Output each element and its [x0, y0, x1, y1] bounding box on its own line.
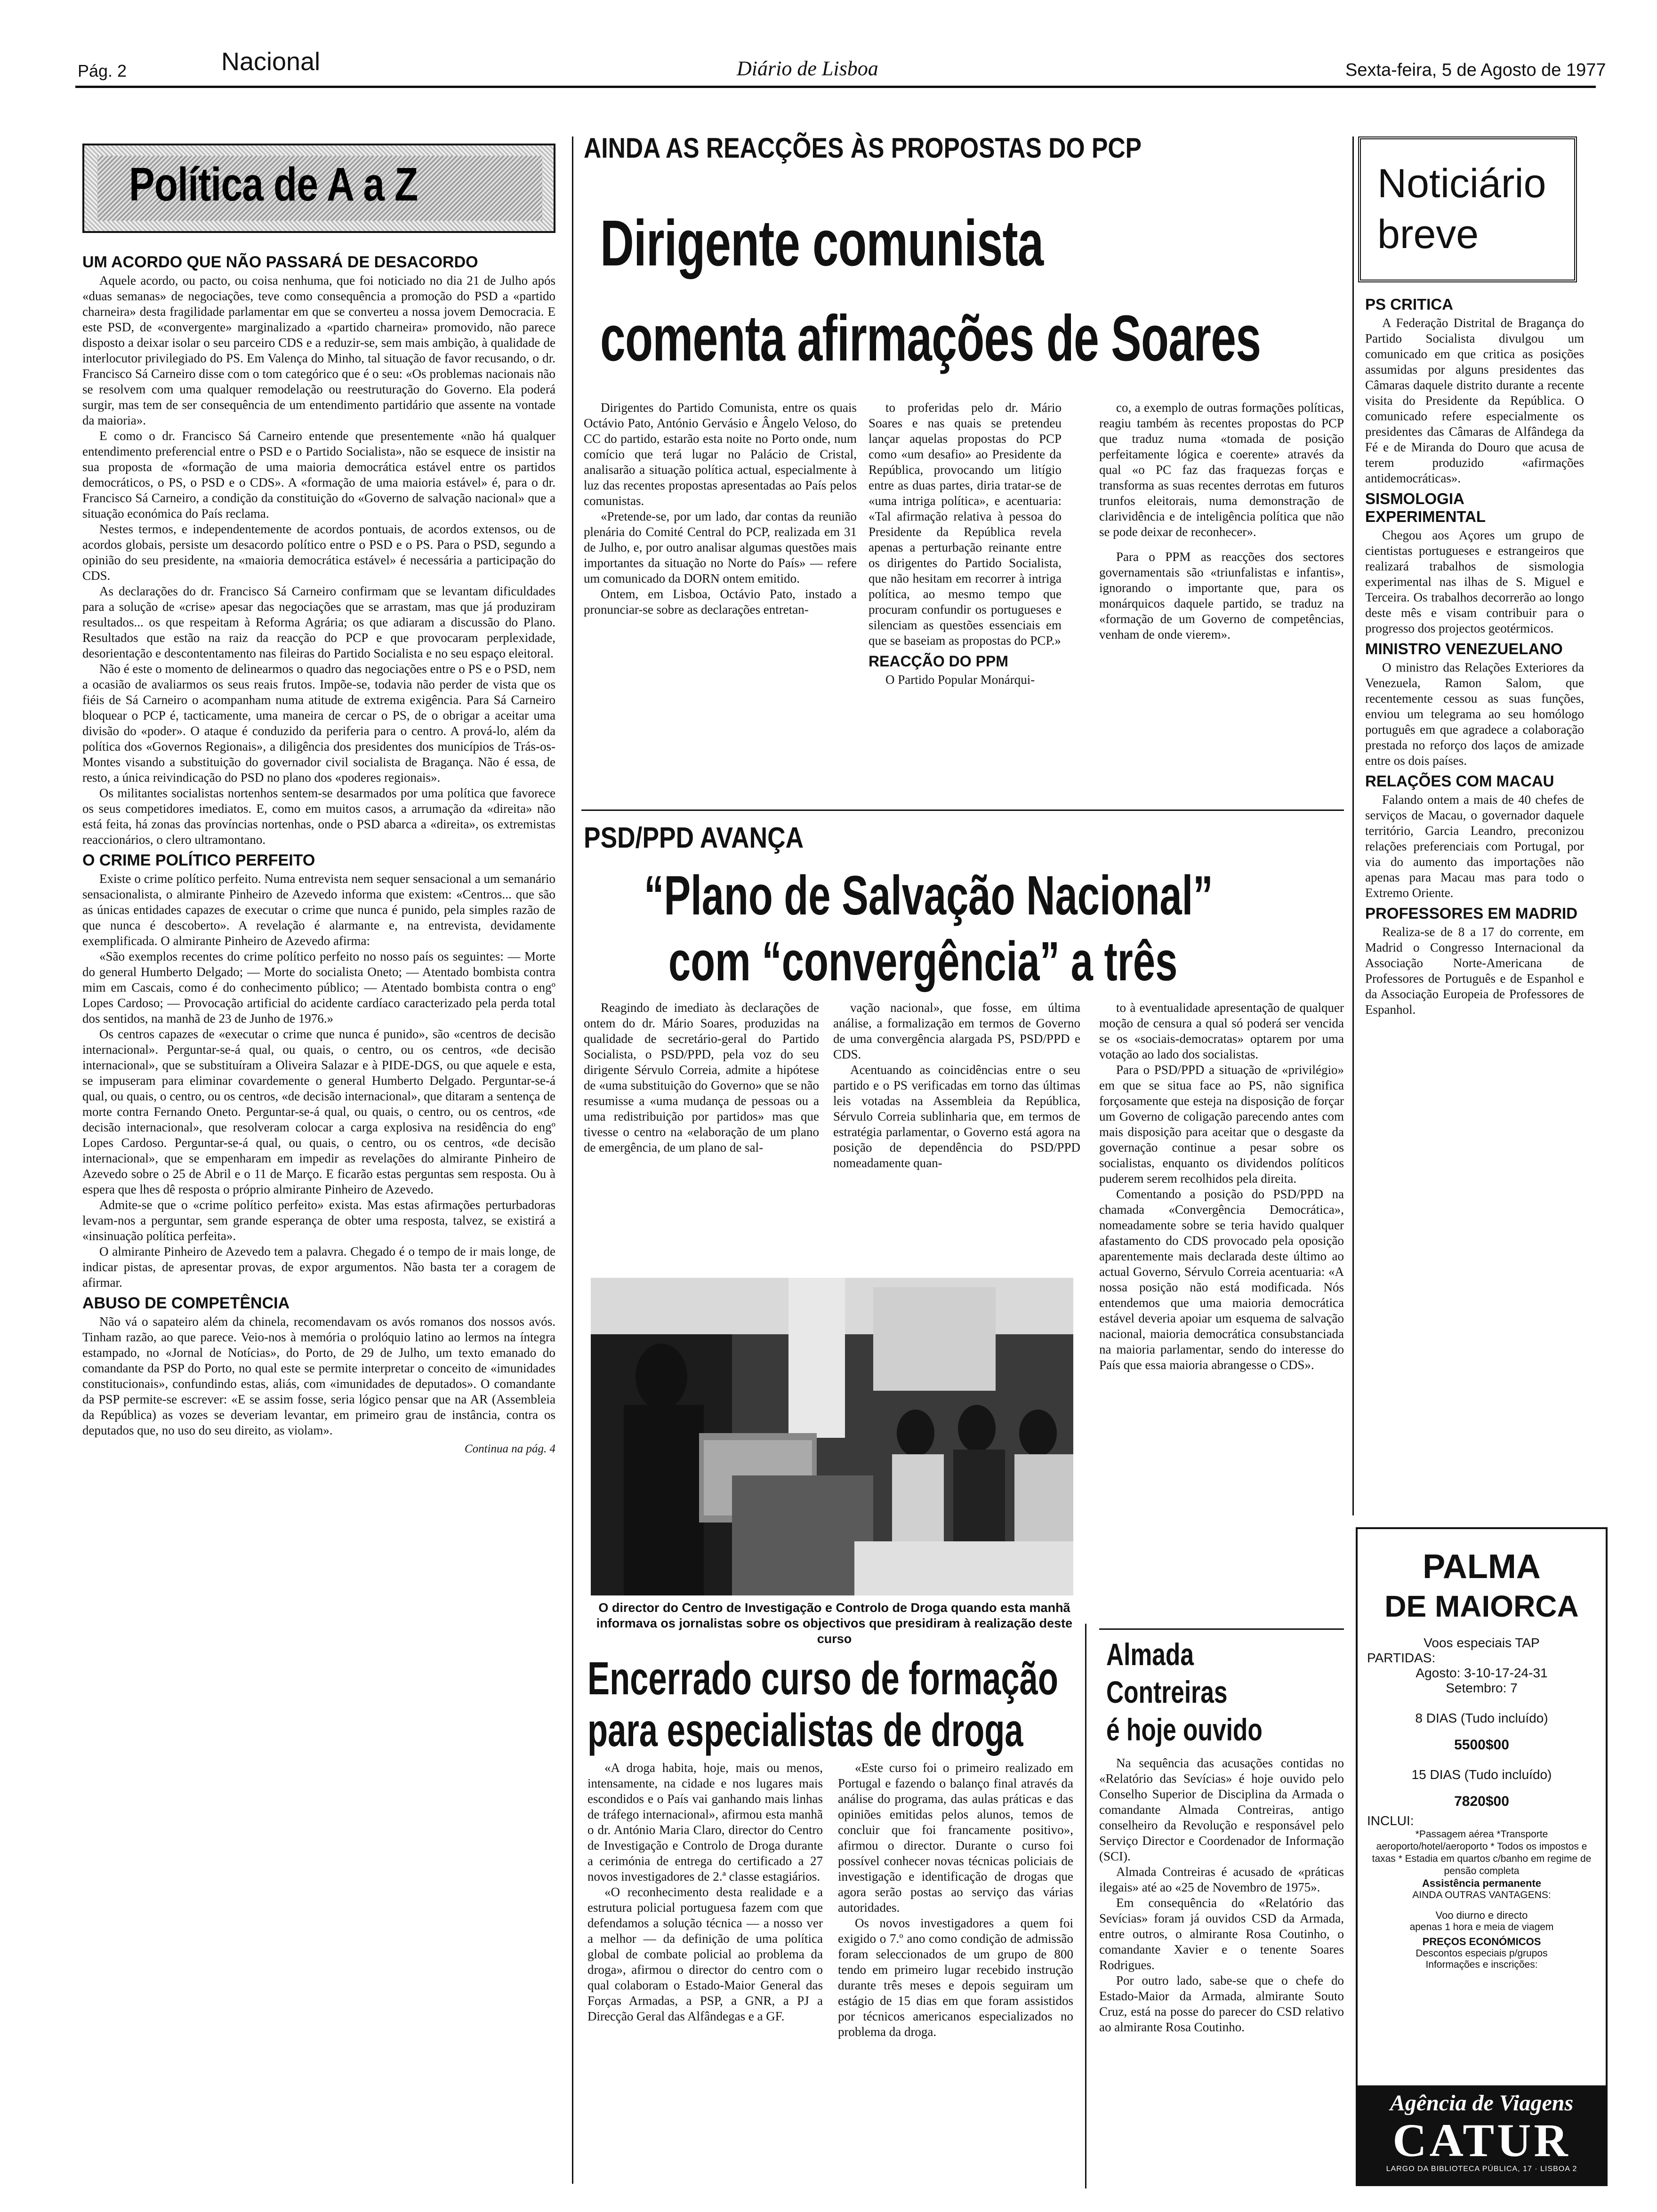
pcp-column-1 [584, 400, 857, 617]
ad-text: 8 DIAS (Tudo incluído) [1415, 1711, 1548, 1725]
noticiario-title: Noticiário breve [1377, 161, 1546, 257]
droga-headline-1: Encerrado curso de formação [587, 1652, 1058, 1704]
noticiario-item-text: Chegou aos Açores um grupo de cientistas portugueses e estrangeiros que realizará trabalhos de sismologia experimental nas ilhas de S. Miguel e Terceira. Os trabalhos decorrerão ao longo deste mês e visam contribuir para o progresso dos projectos geotérmicos. [1365, 528, 1584, 635]
politica-paragraph: Nestes termos, e independentemente de acordos pontuais, de acordos extensos, ou de acordos globais, persiste um desacordo político entre o PSD e o PS. Para o PSD, segundo a opinião do seu presidente, na «maioria democrática estável» é necessária a participação do CDS. [82, 522, 555, 583]
ad-text: Setembro: 7 [1446, 1681, 1518, 1695]
pcp-paragraph: O Partido Popular Monárqui- [885, 673, 1035, 687]
politica-paragraph: Não vá o sapateiro além da chinela, recomendavam os avós romanos dos nossos avós. Tinham razão, ao que parece. Veio-nos à memória o prolóquio latino ao lermos na íntegra estampado, no «Jornal de Notícias», do Porto, de 29 de Julho, um texto emanado do comandante da PSP do Porto, no qual este se permite interpretar o conceito de «imunidades constitucionais», confundindo estas, aliás, com «imunidades de deputados». O comandante da PSP permite-se escrever: «E se assim fosse, seria lógico pensar que na AR (Assembleia da República) as vozes se deveriam levantar, em primeiro grau de instância, contra os deputados que, no uso do seu direito, as violam». [82, 1314, 555, 1437]
psd-headline-2: com “convergência” a três [668, 930, 1178, 993]
photo-caption: O director do Centro de Investigação e Controlo de Droga quando esta manhã informava os jornalistas sobre os objectivos que presidiram à realização deste curso [596, 1601, 1073, 1646]
noticiario-item-text: A Federação Distrital de Bragança do Partido Socialista divulgou um comunicado em que critica as posições assumidas por alguns presidentes das Câmaras daquele distrito durante a recente visita do Presidente da República. O comunicado refere especialmente os presidentes das Câmaras de Alfândega da Fé e de Miranda do Douro que acusa de terem produzido «afirmações antidemocráticas». [1365, 316, 1584, 485]
almada-paragraph: Na sequência das acusações contidas no «Relatório das Sevícias» é hoje ouvido pelo Conselho Superior de Disciplina da Armada o comandante Almada Contreiras, antigo conselheiro da Revolução e responsável pelo Serviço Director e Coordenador de Informação (SCI). [1099, 1756, 1344, 1863]
psd-paragraph: Acentuando as coincidências entre o seu partido e o PS verificadas em torno das últimas leis votadas na Assembleia da República, Sérvulo Correia sublinharia que, em termos de estratégia parlamentar, o Governo está agora na posição de dependência do PSD/PPD nomeadamente quan- [833, 1063, 1080, 1170]
politica-paragraph: E como o dr. Francisco Sá Carneiro entende que presentemente «não há qualquer entendimento preferencial entre o PSD e o Partido Socialista», não se esquece de insistir na sua proposta de «formação de uma maioria democrática estável entre os partidos democráticos, o PS, o PSD e o CDS». A «formação de uma maioria estável» é, para o dr. Francisco Sá Carneiro, a condição da constituição do «Governo de salvação nacional» que a situação económica do País reclama. [82, 429, 555, 521]
psd-paragraph: Comentando a posição do PSD/PPD na chamada «Convergência Democrática», nomeadamente sobre se teria havido qualquer afastamento do CDS provocado pela oposição aparentemente mais declarada deste último ao actual Governo, Sérvulo Correia acentuaria: «A nossa posição não está modificada. Nós entendemos que uma maioria democrática estável deveria apoiar um esquema de salvação nacional, maioria democrática consubstanciada na maioria parlamentar, sendo do interesse do País que essa maioria abrangesse o CDS». [1099, 1187, 1344, 1372]
ad-text: PARTIDAS: [1367, 1651, 1436, 1665]
issue-date: Sexta-feira, 5 de Agosto de 1977 [1345, 60, 1606, 80]
almada-divider [1085, 1624, 1086, 2188]
politica-paragraph: Não é este o momento de delinearmos o quadro das negociações entre o PS e o PSD, nem a ocasião de avaliarmos os seus reais frutos. Impõe-se, todavia não perder de vista que os fiéis de Sá Carneiro o acompanham numa atitude de extrema exigência. Para Sá Carneiro bloquear o PCP é, tacticamente, uma maneira de cercar o PS, de o obrigar a aceitar uma divisão do «poder». O ataque é conduzido da periferia para o centro. A prová-lo, além da política dos «Governos Regionais», a diligência dos presidentes dos municípios de Trás-os-Montes visando a substituição do governador civil socialista de Bragança. Não é essa, de resto, a única reivindicação do PSD no plano dos «poderes regionais». [82, 662, 555, 785]
droga-column-1 [587, 1760, 823, 2024]
ad-price: 7820$00 [1454, 1794, 1509, 1809]
noticiario-item-text: Falando ontem a mais de 40 chefes de serviços de Macau, o governador daquele território, Garcia Leandro, preconizou relações preferenciais com Portugal, por via do aumento das importações não apenas para Macau mas para todo o Extremo Oriente. [1365, 793, 1584, 900]
ad-price: 5500$00 [1454, 1737, 1509, 1753]
pcp-column-3 [1099, 400, 1344, 642]
politica-paragraph: Existe o crime político perfeito. Numa entrevista nem sequer sensacional a um semanário sensacionalista, o almirante Pinheiro de Azevedo informa que existem: «Centros... que são as únicas entidades capazes de executar o crime que nunca é punido, pela simples razão de que nunca é descoberto». A revelação é alarmante e, na entrevista, devidamente exemplificada. O almirante Pinheiro de Azevedo afirma: [82, 872, 555, 948]
catur-brand: CATUR [1392, 2114, 1571, 2166]
column-rule-right [1352, 136, 1354, 1515]
newspaper-name: Diário de Lisboa [737, 57, 878, 80]
politica-paragraph: O almirante Pinheiro de Azevedo tem a palavra. Chegado é o tempo de ir mais longe, de indicar pistas, de apresentar provas, de expor argumentos. Não basta ter a coragem de afirmar. [82, 1244, 555, 1290]
ad-text: Voos especiais TAP [1424, 1635, 1540, 1650]
politica-paragraph: Os militantes socialistas nortenhos sentem-se desarmados por uma política que favorece os seus competidores imediatos. E, como em muitos casos, a arrumação da «direita» não está feita, há zonas das províncias nortenhas, onde o PSD abarca a «direita», os extremistas reaccionários, o clero ultramontano. [82, 786, 555, 847]
pcp-headline-1: Dirigente comunista [600, 207, 1044, 280]
psd-paragraph: vação nacional», que fosse, em última análise, a formalização em termos de Governo de uma convergência alargada PS, PSD/PPD e CDS. [833, 1001, 1080, 1061]
droga-paragraph: «O reconhecimento desta realidade e a estrutura policial portuguesa fazem com que defendamos a solução técnica — a nosso ver a melhor — da definição de uma política global de combate policial ao problema da droga», afirmou o director do centro com o qual colaboram o Estado-Maior General das Forças Armadas, a PSP, a GNR, a PJ a Direcção Geral das Alfândegas e a GF. [587, 1885, 823, 2023]
section-name: Nacional [221, 48, 321, 76]
pcp-paragraph: Ontem, em Lisboa, Octávio Pato, instado a pronunciar-se sobre as declarações entretan- [584, 587, 857, 617]
continua-note: Continua na pág. 4 [464, 1443, 555, 1455]
ad-text: Agosto: 3-10-17-24-31 [1416, 1666, 1548, 1680]
almada-column [1099, 1755, 1344, 2035]
catur-agency-label: Agência de Viagens [1390, 2091, 1574, 2116]
politica-paragraph: As declarações do dr. Francisco Sá Carneiro confirmam que se levantam dificuldades para a solução de «crise» apesar das negociações que se arrastam, mas que já produziram resultados... os que respeitam à Reforma Agrária; os que adiaram a discussão do Plano. Resultados que estão na raiz da reacção do PCP e que provocaram perplexidade, desorientação e descontentamento nas fileiras do Partido Socialista e no seu espaço eleitoral. [82, 584, 555, 660]
pcp-paragraph: «Pretende-se, por um lado, dar contas da reunião plenária do Comité Central do PCP, realizada em 31 de Julho, e, por outro analisar algumas questões mais importantes da situação no Norte do País» — refere um comunicado da DORN ontem emitido. [584, 509, 857, 585]
ad-text: *Passagem aérea *Transporte aeroporto/hotel/aeroporto * Todos os impostos e taxas * Estadia em quartos c/banho em regime de pensão completa [1372, 1829, 1592, 1876]
pcp-subhead-ppm: REACÇÃO DO PPM [869, 653, 1008, 670]
noticiario-item-text: Realiza-se de 8 a 17 do corrente, em Madrid o Congresso Internacional da Associação Norte-Americana de Professores de Português e de Espanhol e da Associação Europeia de Professores de Espanhol. [1365, 925, 1584, 1017]
ad-text: INCLUI: [1367, 1813, 1414, 1828]
droga-paragraph: «A droga habita, hoje, mais ou menos, intensamente, na cidade e nos lugares mais escondidos e o País vai ganhando mais linhas de tráfego internacional», afirmou esta manhã o dr. António Maria Claro, director do Centro de Investigação e Controlo de Droga durante a cerimónia de entrega do certificado a 27 novos investigadores de 2.ª classe estagiários. [587, 1761, 823, 1883]
ad-text: PREÇOS ECONÓMICOS [1422, 1936, 1541, 1948]
noticiario-item-title: PS CRITICA [1365, 296, 1454, 313]
noticiario-column [1365, 292, 1584, 1018]
psd-paragraph: to à eventualidade apresentação de qualquer moção de censura a qual só poderá ser vencida se os «sociais-democratas» optarem por uma votação ao lado dos socialistas. [1099, 1001, 1344, 1061]
psd-column-3 [1099, 1000, 1344, 1373]
pcp-kicker: AINDA AS REACÇÕES ÀS PROPOSTAS DO PCP [584, 132, 1142, 164]
pcp-paragraph: to proferidas pelo dr. Mário Soares e nas quais se pretendeu lançar aquelas propostas do PCP como «um desafio» ao Presidente da República, provocando um litígio entre as duas partes, diria tratar-se de «uma intriga política», e acentuaria: «Tal afirmação relativa à pessoa do Presidente da República revela apenas a perturbação reinante entre os dirigentes do Partido Socialista, que não hesitam em recorrer à intriga política, ao mesmo tempo que procuram confundir os portugueses e silenciam as questões essenciais em que se baseiam as propostas do PCP.» [869, 401, 1062, 648]
catur-banner [1358, 2085, 1606, 2184]
psd-column-1 [584, 1000, 819, 1155]
pcp-column-2 [869, 400, 1062, 688]
ad-text: Voo diurno e directo [1435, 1909, 1528, 1921]
almada-paragraph: Em consequência do «Relatório das Sevícias» foram já ouvidos CSD da Armada, entre outros, o almirante Rosa Coutinho, o comandante Xavier e o tenente Soares Rodrigues. [1099, 1896, 1344, 1972]
droga-column-2 [838, 1760, 1073, 2040]
psd-column-2 [833, 1000, 1080, 1171]
catur-advertisement [1356, 1527, 1608, 2186]
almada-headline-line: é hoje ouvido [1106, 1712, 1263, 1747]
pcp-paragraph: co, a exemplo de outras formações políticas, reagiu também às recentes propostas do PCP que traduz numa «tomada de posição perfeitamente lógica e coerente» através da qual «o PC faz das fraquezas forças e transforma as suas recentes derrotas em futuros trunfos eleitorais, numa demonstração de clarividência e de inteligência política que não se pode deixar de reconhecer». [1099, 401, 1344, 539]
masthead-rule [75, 86, 1596, 88]
noticiario-item-title: MINISTRO VENEZUELANO [1365, 640, 1563, 657]
masthead [0, 0, 1657, 89]
droga-paragraph: Os novos investigadores a quem foi exigido o 7.º ano como condição de admissão foram seleccionados de um grupo de 800 tendo em primeiro lugar recebido instrução durante três meses e depois seguiram um estágio de 15 dias em que foram assistidos por técnicos americanos especializados no problema da droga. [838, 1916, 1073, 2039]
ad-text: 15 DIAS (Tudo incluído) [1411, 1767, 1552, 1782]
droga-headline-2: para especialistas de droga [587, 1704, 1023, 1756]
politica-subhead-acordo: UM ACORDO QUE NÃO PASSARÁ DE DESACORDO [82, 253, 478, 271]
droga-paragraph: «Este curso foi o primeiro realizado em Portugal e fazendo o balanço final através da análise do programa, das aulas práticas e das opiniões emitidas pelos alunos, temos de concluir que foi francamente positivo», afirmou o director. Durante o curso foi possível conhecer novas técnicas policiais de investigação e identificação de drogas que agora serão postas ao serviço das várias autoridades. [838, 1761, 1073, 1915]
psd-top-rule [581, 809, 1344, 811]
politica-paragraph: «São exemplos recentes do crime político perfeito no nosso país os seguintes: — Morte do general Humberto Delgado; — Morte do socialista Oneto; — Atentado bombista contra mim em Cascais, como é do conhecimento público; — Atentado bombista contra o engº Lopes Cardoso; — Provocação artificial do acidente cardíaco caracterizado pela perda total dos sentidos, na manhã de 23 de Junho de 1976.» [82, 949, 555, 1026]
noticiario-item-title: RELAÇÕES COM MACAU [1365, 772, 1554, 790]
noticiario-title-box [1358, 136, 1577, 282]
noticiario-item-title: SISMOLOGIA EXPERIMENTAL [1365, 490, 1486, 525]
ad-title-line-1: PALMA [1423, 1548, 1541, 1586]
noticiario-item-title: PROFESSORES EM MADRID [1365, 905, 1578, 922]
psd-headline-1: “Plano de Salvação Nacional” [644, 865, 1213, 927]
press-conference-photo [591, 1278, 1073, 1595]
noticiario-item-text: O ministro das Relações Exteriores da Venezuela, Ramon Salom, que recentemente cessou as suas funções, enviou um telegrama ao seu homólogo português em que agradece a colaboração prestada no reforço dos laços de amizade entre os dois países. [1365, 660, 1584, 768]
politica-column [82, 249, 555, 1457]
ad-text: AINDA OUTRAS VANTAGENS: [1412, 1890, 1551, 1900]
ad-text: Informações e inscrições: [1425, 1959, 1538, 1970]
almada-top-rule [1099, 1628, 1344, 1630]
catur-address: LARGO DA BIBLIOTECA PÚBLICA, 17 · LISBOA 2 [1386, 2165, 1577, 2173]
pcp-paragraph: Para o PPM as reacções dos sectores governamentais são «triunfalistas e infantis», ignorando o importante que, para os monárquicos daquele partido, se traduz na «formação de um Governo de competências, venham de onde vierem». [1099, 550, 1344, 641]
almada-headline-line: Almada [1106, 1637, 1194, 1672]
psd-paragraph: Para o PSD/PPD a situação de «privilégio» em que se situa face ao PS, não significa forçosamente que esteja na disposição de forçar um Governo de coligação parecendo antes com mais disposição para aceitar que o desgaste da governação continue a pesar sobre os socialistas, enquanto os dividendos políticos puderem serem recolhidos pela direita. [1099, 1063, 1344, 1186]
politica-paragraph: Aquele acordo, ou pacto, ou coisa nenhuma, que foi noticiado no dia 21 de Julho após «duas semanas» de negociações, teve como consequência a promoção do PSD a «partido charneira» desta fragilidade parlamentar em que se converteu a nossa jovem Democracia. E este PSD, de «convergente» marginalizado a «partido charneira» promovido, não parece disposto a deixar isolar o seu parceiro CDS e a reduzir-se, sem mais ambição, à qualidade de interlocutor privilegiado do PS. Em Valença do Minho, tal situação de favor recusando, o dr. Francisco Sá Carneiro disse com o tom categórico que é o seu: «Os problemas nacionais não se resolvem com uma qualquer remodelação ou reestruturação do Governo. Ela poderá surgir, mas tem de ser consequência de um entendimento partidário que assente na vontade da maioria». [82, 273, 555, 427]
almada-headline-line: Contreiras [1106, 1675, 1228, 1709]
politica-subhead-abuso: ABUSO DE COMPETÊNCIA [82, 1294, 290, 1312]
column-rule-left [572, 136, 573, 2184]
almada-paragraph: Almada Contreiras é acusado de «práticas ilegais» até ao «25 de Novembro de 1975». [1099, 1865, 1344, 1894]
psd-paragraph: Reagindo de imediato às declarações de ontem do dr. Mário Soares, produzidas na qualidade de secretário-geral do Partido Socialista, o PSD/PPD, pela voz do seu dirigente Sérvulo Correia, admite a hipótese de «uma substituição do Governo» que se não resumisse a «uma mudança de pessoas ou a uma redistribuição por partidos» mas que tivesse o centro na «elaboração de um plano de emergência, de um plano de sal- [584, 1001, 819, 1154]
pcp-headline-2: comenta afirmações de Soares [600, 302, 1261, 375]
politica-subhead-crime: O CRIME POLÍTICO PERFEITO [82, 851, 315, 869]
ad-title-line-2: DE MAIORCA [1384, 1589, 1579, 1623]
pcp-paragraph: Dirigentes do Partido Comunista, entre os quais Octávio Pato, António Gervásio e Ângelo Veloso, do CC do partido, estarão esta noite no Porto onde, num comício que terá lugar no Palácio de Cristal, analisarão a situação política actual, especialmente à luz das recentes propostas apresentadas ao País pelos comunistas. [584, 401, 857, 508]
ad-text: Assistência permanente [1422, 1877, 1542, 1889]
politica-title: Política de A a Z [129, 158, 418, 211]
politica-paragraph: Os centros capazes de «executar o crime que nunca é punido», são «centros de decisão internacional». Perguntar-se-á qual, ou quais, o centro, ou os centros, «de decisão internacional», que se substituíram a Oliveira Salazar e à PIDE-DGS, ou que aquele e esta, se impuseram para eliminar covardemente o general Humberto Delgado. Perguntar-se-á qual, ou quais, o centro, ou os centros, «de decisão internacional», que ditaram a sentença de morte contra Fernando Oneto. Perguntar-se-á qual, ou quais, o centro, ou os centros, «de decisão internacional», que resolveram colocar a carga explosiva na residência do engº Lopes Cardoso. Perguntar-se-á qual, ou quais, o centro, ou os centros, «de decisão internacional», que se empenharam em impedir as revelações do almirante Pinheiro de Azevedo sobre o 25 de Abril e o 11 de Março. E ficarão estas perguntas sem resposta. Ou à espera que lhes dê resposta o próprio almirante Pinheiro de Azevedo. [82, 1027, 555, 1196]
almada-paragraph: Por outro lado, sabe-se que o chefe do Estado-Maior da Armada, almirante Souto Cruz, está na posse do parecer do CSD relativo ao almirante Rosa Coutinho. [1099, 1973, 1344, 2034]
almada-headline [1106, 1635, 1306, 1748]
psd-kicker: PSD/PPD AVANÇA [584, 822, 804, 854]
page-number: Pág. 2 [78, 61, 127, 80]
ad-text: Descontos especiais p/grupos [1416, 1948, 1548, 1959]
politica-paragraph: Admite-se que o «crime político perfeito» exista. Mas estas afirmações perturbadoras levam-nos a perguntar, sem grande esperança de obter uma resposta, talvez, se existirá a «insinuação política perfeita». [82, 1198, 555, 1243]
ad-text: apenas 1 hora e meia de viagem [1409, 1922, 1554, 1932]
politica-title-box [82, 144, 555, 233]
